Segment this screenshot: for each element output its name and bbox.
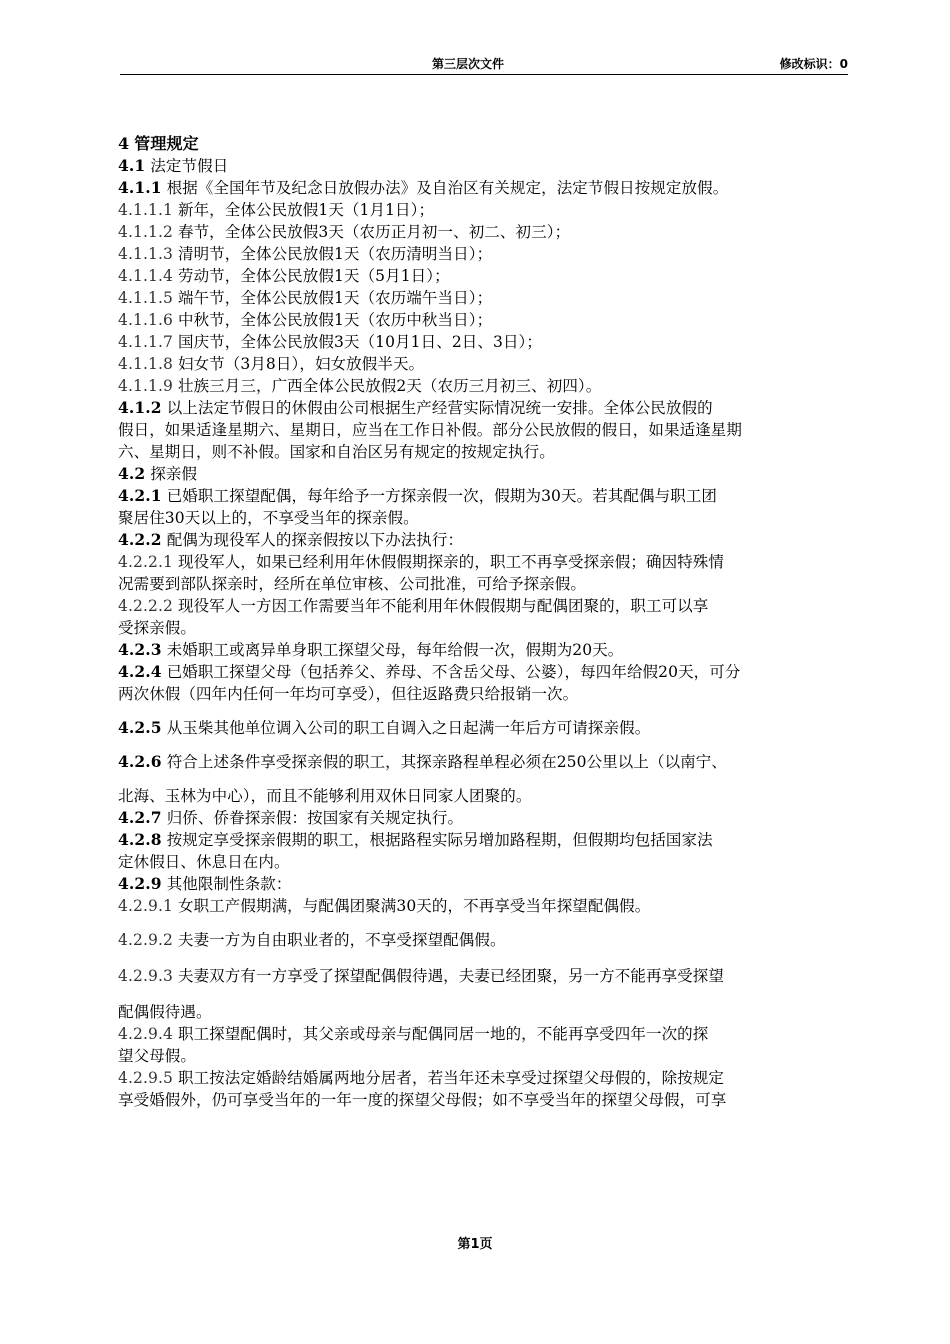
text-line <box>118 617 850 639</box>
clause-text: 妇女节（3月8日），妇女放假半天。 <box>177 355 425 373</box>
clause-text: 望父母假。 <box>118 1047 197 1065</box>
clause-text: 未婚职工或离异单身职工探望父母，每年给假一次，假期为20天。 <box>166 641 624 659</box>
clause-number: 4.2.9.5 <box>118 1069 173 1087</box>
text-line <box>118 287 850 309</box>
text-line <box>118 529 850 551</box>
clause-number: 4.2.7 <box>118 808 162 827</box>
clause-text: 按规定享受探亲假期的职工，根据路程实际另增加路程期，但假期均包括国家法 <box>166 831 713 849</box>
clause-number: 4.1.1.1 <box>118 201 173 219</box>
page-header <box>120 52 848 75</box>
clause-number: 4.2.2 <box>118 530 162 549</box>
clause-text: 国庆节，全体公民放假3天（10月1日、2日、3日）； <box>177 333 542 351</box>
clause-text: 夫妻双方有一方享受了探望配偶假待遇，夫妻已经团聚，另一方不能再享受探望 <box>177 967 724 985</box>
clause-text: 端午节，全体公民放假1天（农历端午当日）； <box>177 289 493 307</box>
text-line <box>118 785 850 807</box>
clause-text: 中秋节，全体公民放假1天（农历中秋当日）； <box>177 311 493 329</box>
clause-number: 4 <box>118 134 130 153</box>
document-body <box>118 133 850 1111</box>
text-line <box>118 441 850 463</box>
clause-number: 4.1.1.2 <box>118 223 173 241</box>
clause-text: 法定节假日 <box>150 157 229 175</box>
text-line <box>118 177 850 199</box>
text-line <box>118 265 850 287</box>
section-heading <box>118 133 850 155</box>
clause-number: 4.2.4 <box>118 662 162 681</box>
text-line <box>118 155 850 177</box>
clause-text: 符合上述条件享受探亲假的职工，其探亲路程单程必须在250公里以上（以南宁、 <box>166 753 727 771</box>
clause-number: 4.1 <box>118 156 146 175</box>
text-line <box>118 751 850 773</box>
clause-text: 新年，全体公民放假1天（1月1日）； <box>177 201 435 219</box>
clause-number: 4.1.1.6 <box>118 311 173 329</box>
clause-text: 受探亲假。 <box>118 619 197 637</box>
text-line <box>118 1089 850 1111</box>
clause-text: 北海、玉林为中心），而且不能够利用双休日同家人团聚的。 <box>118 787 532 805</box>
clause-text: 假日，如果适逢星期六、星期日，应当在工作日补假。部分公民放假的假日，如果适逢星期 <box>118 421 743 439</box>
document-level-label: 第三层次文件 <box>432 57 505 71</box>
text-line <box>118 1023 850 1045</box>
text-line <box>118 507 850 529</box>
clause-text: 况需要到部队探亲时，经所在单位审核、公司批准，可给予探亲假。 <box>118 575 587 593</box>
clause-text: 已婚职工探望父母（包括养父、养母、不含岳父母、公婆），每四年给假20天，可分 <box>166 663 741 681</box>
clause-number: 4.1.1.4 <box>118 267 173 285</box>
clause-number: 4.2 <box>118 464 146 483</box>
text-line <box>118 595 850 617</box>
clause-text: 壮族三月三，广西全体公民放假2天（农历三月初三、初四）。 <box>177 377 602 395</box>
clause-number: 4.2.2.1 <box>118 553 173 571</box>
text-line <box>118 1067 850 1089</box>
clause-text: 根据《全国年节及纪念日放假办法》及自治区有关规定，法定节假日按规定放假。 <box>166 179 729 197</box>
clause-text: 劳动节，全体公民放假1天（5月1日）； <box>177 267 450 285</box>
clause-text: 从玉柴其他单位调入公司的职工自调入之日起满一年后方可请探亲假。 <box>166 719 651 737</box>
clause-text: 享受婚假外，仍可享受当年的一年一度的探望父母假；如不享受当年的探望父母假，可享 <box>118 1091 727 1109</box>
clause-text: 职工按法定婚龄结婚属两地分居者，若当年还未享受过探望父母假的，除按规定 <box>177 1069 724 1087</box>
text-line <box>118 353 850 375</box>
text-line <box>118 873 850 895</box>
clause-number: 4.1.1.7 <box>118 333 173 351</box>
clause-number: 4.2.2.2 <box>118 597 173 615</box>
clause-text: 女职工产假期满，与配偶团聚满30天的，不再享受当年探望配偶假。 <box>177 897 651 915</box>
text-line <box>118 851 850 873</box>
clause-number: 4.1.1.5 <box>118 289 173 307</box>
clause-text: 六、星期日，则不补假。国家和自治区另有规定的按规定执行。 <box>118 443 555 461</box>
clause-text: 定休假日、休息日在内。 <box>118 853 290 871</box>
revision-mark-label: 修改标识：0 <box>779 57 848 71</box>
clause-text: 两次休假（四年内任何一年均可享受），但往返路费只给报销一次。 <box>118 685 579 703</box>
text-line <box>118 199 850 221</box>
clause-number: 4.1.1 <box>118 178 162 197</box>
text-line <box>118 375 850 397</box>
clause-number: 4.2.5 <box>118 718 162 737</box>
clause-text: 配偶为现役军人的探亲假按以下办法执行： <box>166 531 464 549</box>
clause-text: 职工探望配偶时，其父亲或母亲与配偶同居一地的，不能再享受四年一次的探 <box>177 1025 709 1043</box>
clause-text: 探亲假 <box>150 465 198 483</box>
clause-number: 4.2.9.3 <box>118 967 173 985</box>
clause-text: 现役军人，如果已经利用年休假假期探亲的，职工不再享受探亲假；确因特殊情 <box>177 553 724 571</box>
clause-number: 4.2.6 <box>118 752 162 771</box>
clause-text: 已婚职工探望配偶，每年给予一方探亲假一次，假期为30天。若其配偶与职工团 <box>166 487 718 505</box>
clause-text: 聚居住30天以上的，不享受当年的探亲假。 <box>118 509 419 527</box>
clause-number: 4.1.1.3 <box>118 245 173 263</box>
clause-number: 4.1.2 <box>118 398 162 417</box>
text-line <box>118 661 850 683</box>
text-line <box>118 829 850 851</box>
clause-text: 夫妻一方为自由职业者的，不享受探望配偶假。 <box>177 931 506 949</box>
clause-text: 配偶假待遇。 <box>118 1003 212 1021</box>
text-line <box>118 243 850 265</box>
text-line <box>118 895 850 917</box>
clause-number: 4.2.9.1 <box>118 897 173 915</box>
clause-text: 清明节，全体公民放假1天（农历清明当日）； <box>177 245 493 263</box>
clause-text: 春节，全体公民放假3天（农历正月初一、初二、初三）； <box>177 223 571 241</box>
text-line <box>118 965 850 987</box>
text-line <box>118 397 850 419</box>
clause-number: 4.2.8 <box>118 830 162 849</box>
clause-number: 4.1.1.9 <box>118 377 173 395</box>
clause-text: 归侨、侨眷探亲假：按国家有关规定执行。 <box>166 809 464 827</box>
text-line <box>118 1001 850 1023</box>
text-line <box>118 639 850 661</box>
clause-number: 4.1.1.8 <box>118 355 173 373</box>
text-line <box>118 419 850 441</box>
text-line <box>118 717 850 739</box>
text-line <box>118 485 850 507</box>
clause-number: 4.2.9.2 <box>118 931 173 949</box>
text-line <box>118 221 850 243</box>
clause-text: 现役军人一方因工作需要当年不能利用年休假假期与配偶团聚的，职工可以享 <box>177 597 709 615</box>
clause-number: 4.2.1 <box>118 486 162 505</box>
text-line <box>118 929 850 951</box>
clause-text: 以上法定节假日的休假由公司根据生产经营实际情况统一安排。全体公民放假的 <box>166 399 713 417</box>
text-line <box>118 463 850 485</box>
text-line <box>118 1045 850 1067</box>
clause-number: 4.2.9.4 <box>118 1025 173 1043</box>
text-line <box>118 573 850 595</box>
clause-number: 4.2.9 <box>118 874 162 893</box>
clause-text: 管理规定 <box>134 134 199 153</box>
text-line <box>118 331 850 353</box>
text-line <box>118 309 850 331</box>
clause-text: 其他限制性条款： <box>166 875 292 893</box>
page-number: 第1页 <box>457 1237 493 1252</box>
text-line <box>118 683 850 705</box>
text-line <box>118 551 850 573</box>
text-line <box>118 807 850 829</box>
clause-number: 4.2.3 <box>118 640 162 659</box>
